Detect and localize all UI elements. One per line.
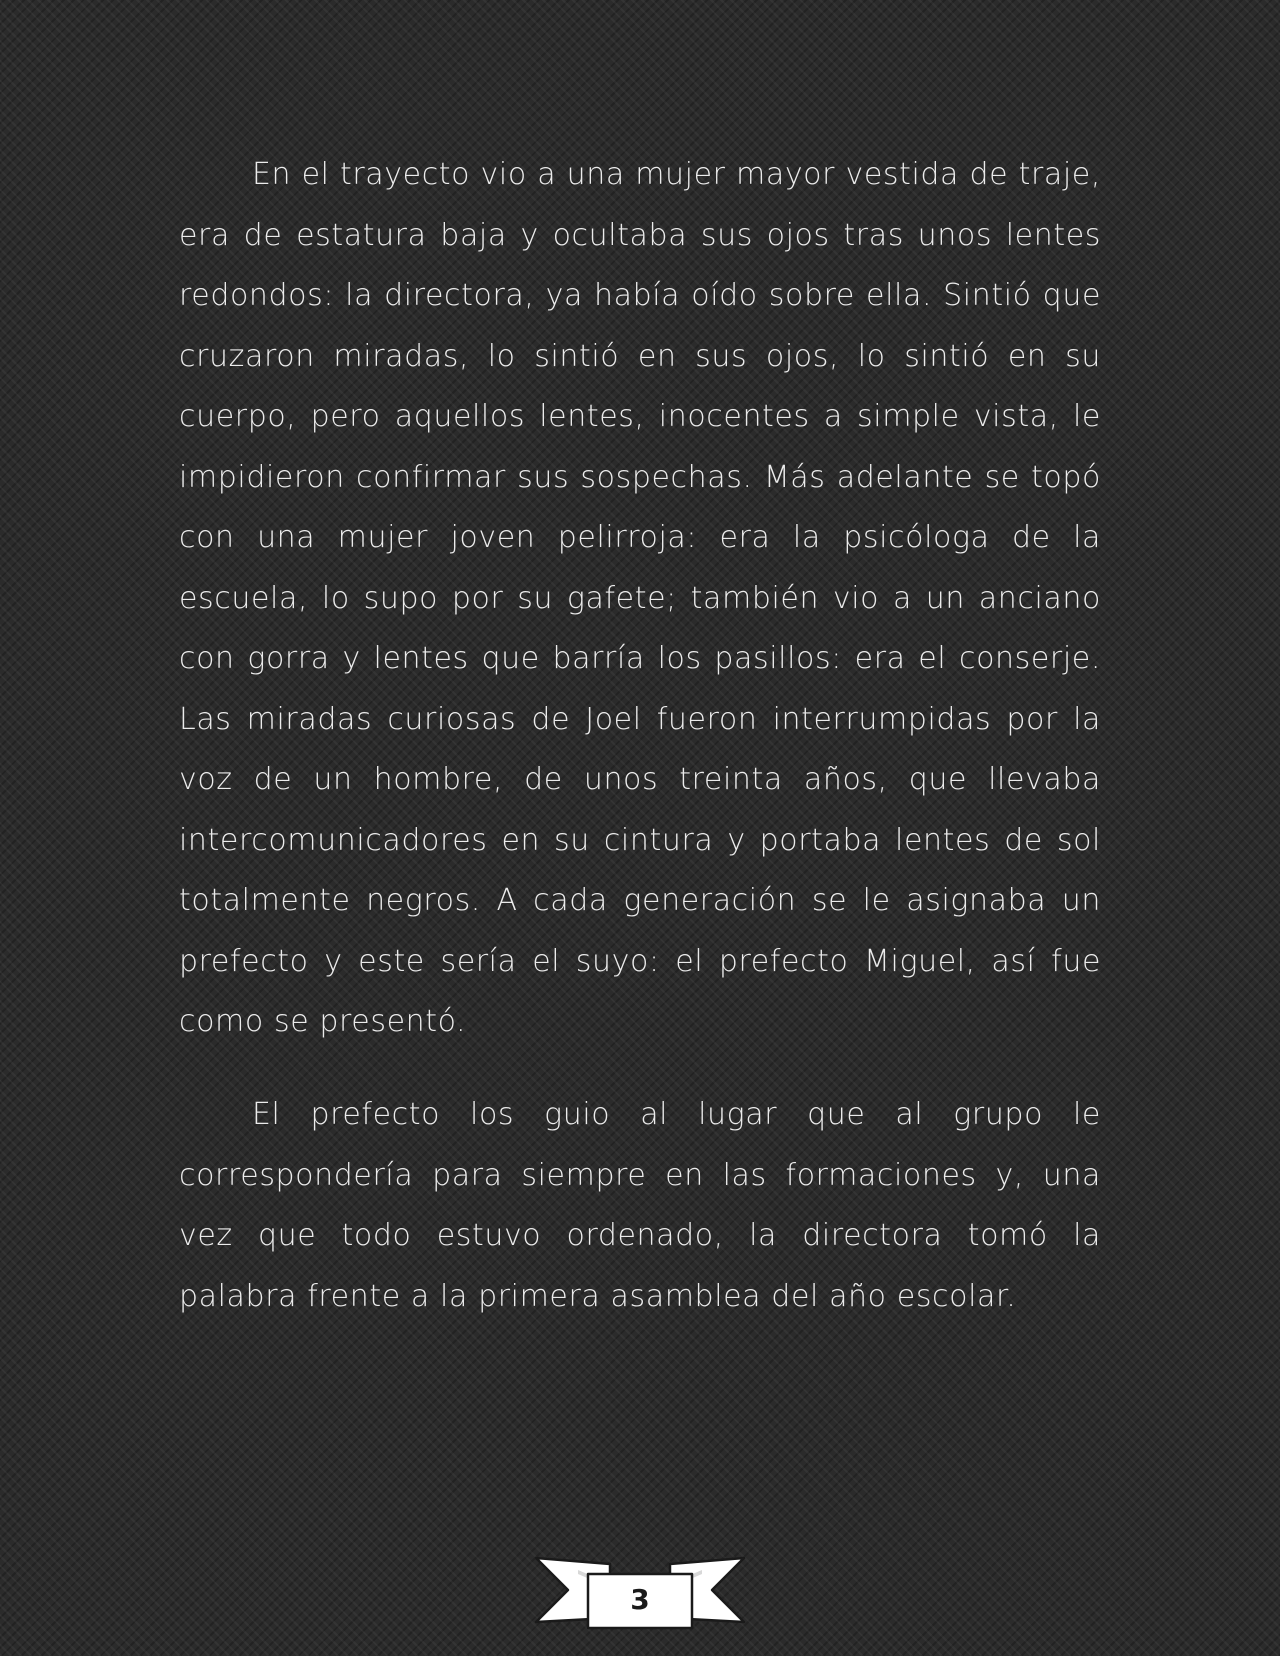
- page-number: 3: [630, 1583, 650, 1616]
- page-number-ribbon: [530, 1550, 750, 1630]
- paragraph-1: En el trayecto vio a una mujer mayor vestida de traje, era de estatura baja y ocultaba sus ojos tras unos lentes redondos: la directora, ya había oído sobre ella. Sintió que cruzaron miradas, lo sintió en sus ojos, lo sintió en su cuerpo, pero aquellos lentes, inocentes a simple vista, le impidieron confirmar sus sospechas. Más adelante se topó con una mujer joven pelirroja: era la psicóloga de la escuela, lo supo por su gafete; también vio a un anciano con gorra y lentes que barría los pasillos: era el conserje. Las miradas curiosas de Joel fueron interrumpidas por la voz de un hombre, de unos treinta años, que llevaba intercomunicadores en su cintura y portaba lentes de sol totalmente negros. A cada generación se le asignaba un prefecto y este sería el suyo: el prefecto Miguel, así fue como se presentó.: [179, 157, 1101, 1039]
- paragraph-2: El prefecto los guio al lugar que al grupo le correspondería para siempre en las formaciones y, una vez que todo estuvo ordenado, la directora tomó la palabra frente a la primera asamblea del año escolar.: [179, 1097, 1101, 1314]
